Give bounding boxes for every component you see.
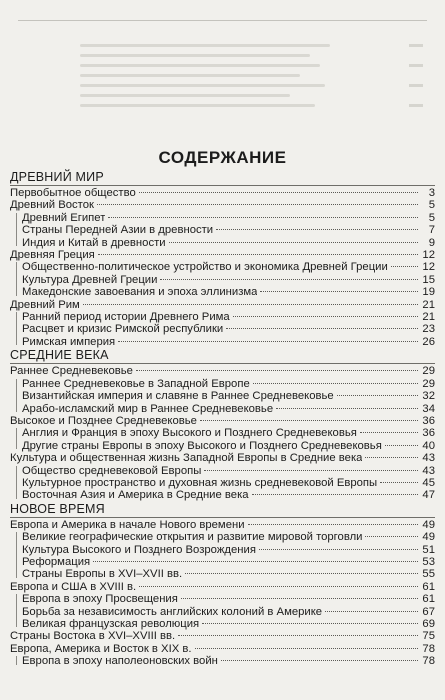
dot-leader <box>108 217 418 218</box>
subchapter-group <box>10 261 435 298</box>
dot-leader <box>200 420 418 421</box>
entry-label: Ранний период истории Древнего Рима <box>22 311 230 324</box>
entry-label: Великая французская революция <box>22 618 200 630</box>
section-heading: СРЕДНИЕ ВЕКА <box>10 348 109 363</box>
dot-leader <box>221 660 418 661</box>
toc-subchapter-entry[interactable] <box>10 311 435 323</box>
toc-subchapter-entry[interactable] <box>10 593 435 605</box>
entry-label: Европа, Америка и Восток в XIX в. <box>10 642 192 655</box>
page-number: 43 <box>422 464 435 477</box>
previous-page-bleed-through <box>0 0 445 120</box>
dot-leader <box>185 573 418 574</box>
entry-label: Страны Европы в XVI–XVII вв. <box>22 568 183 581</box>
page-number: 34 <box>422 402 435 415</box>
dot-leader <box>233 316 418 317</box>
dot-leader <box>248 524 418 525</box>
entry-label: Македонские завоевания и эпоха эллинизма <box>22 286 258 299</box>
toc-chapter-entry[interactable] <box>10 643 435 655</box>
toc-subchapter-entry[interactable] <box>10 531 435 543</box>
ghost-text-line <box>80 74 300 77</box>
dot-leader <box>160 279 418 280</box>
toc-chapter-entry[interactable] <box>10 452 435 464</box>
entry-label: Арабо-исламский мир в Раннее Средневековье <box>22 402 274 415</box>
page-number: 29 <box>422 365 435 378</box>
subchapter-group <box>10 212 435 249</box>
dot-leader <box>337 395 418 396</box>
entry-label: Римская империя <box>22 335 116 348</box>
entry-label: Восточная Азия и Америка в Средние века <box>22 489 249 502</box>
dot-leader <box>253 383 418 384</box>
toc-chapter-entry[interactable] <box>10 187 435 199</box>
entry-label: Раннее Средневековье <box>10 365 133 378</box>
toc-chapter-entry[interactable] <box>10 519 435 531</box>
page-number: 21 <box>422 311 435 324</box>
dot-leader <box>252 494 418 495</box>
page-number: 61 <box>422 580 435 593</box>
page-number: 29 <box>422 377 435 390</box>
section-rule <box>10 517 435 518</box>
toc-subchapter-entry[interactable] <box>10 606 435 618</box>
entry-label: Древний Рим <box>10 298 80 311</box>
entry-label: Культура Высокого и Позднего Возрождения <box>22 543 256 556</box>
dot-leader <box>93 561 418 562</box>
page-number: 61 <box>422 593 435 606</box>
page-number: 49 <box>422 518 435 531</box>
toc-chapter-entry[interactable] <box>10 249 435 261</box>
toc-subchapter-entry[interactable] <box>10 477 435 489</box>
toc-chapter-entry[interactable] <box>10 415 435 427</box>
page-number: 3 <box>428 187 435 199</box>
entry-label: Общественно-политическое устройство и экономика Древней Греции <box>22 261 388 274</box>
page-number: 19 <box>422 286 435 299</box>
toc-subchapter-entry[interactable] <box>10 489 435 501</box>
page-number: 21 <box>422 298 435 311</box>
toc-chapter-entry[interactable] <box>10 299 435 311</box>
page-number: 55 <box>422 568 435 581</box>
subchapter-group <box>10 311 435 348</box>
toc-subchapter-entry[interactable] <box>10 440 435 452</box>
page-number: 78 <box>422 642 435 655</box>
dot-leader <box>139 192 418 193</box>
entry-label: Индия и Китай в древности <box>22 236 166 249</box>
entry-label: Общество средневековой Европы <box>22 464 202 477</box>
ghost-page-number <box>409 84 423 87</box>
ghost-page-number <box>409 64 423 67</box>
entry-label: Великие географические открытия и развитие мировой торговли <box>22 531 363 544</box>
page-number: 75 <box>422 630 435 643</box>
toc-chapter-entry[interactable] <box>10 365 435 377</box>
entry-label: Англия и Франция в эпоху Высокого и Позднего Средневековья <box>22 427 357 440</box>
section-rule <box>10 363 435 364</box>
subchapter-group <box>10 427 435 452</box>
ghost-page-number <box>409 44 423 47</box>
toc-section <box>10 348 435 501</box>
dot-leader <box>204 470 418 471</box>
page-number: 45 <box>422 476 435 489</box>
entry-label: Европа и США в XVIII в. <box>10 580 137 593</box>
page-number: 51 <box>422 543 435 556</box>
entry-label: Европа в эпоху наполеоновских войн <box>22 655 218 668</box>
dot-leader <box>139 586 418 587</box>
entry-label: Культура и общественная жизнь Западной Европы в Средние века <box>10 452 363 465</box>
dot-leader <box>365 536 418 537</box>
dot-leader <box>98 254 418 255</box>
toc-subchapter-entry[interactable] <box>10 286 435 298</box>
toc-subchapter-entry[interactable] <box>10 274 435 286</box>
toc-subchapter-entry[interactable] <box>10 336 435 348</box>
page-number: 15 <box>422 273 435 286</box>
page-title: СОДЕРЖАНИЕ <box>158 148 287 167</box>
page-number: 23 <box>422 323 435 336</box>
page-number: 53 <box>422 555 435 568</box>
toc-subchapter-entry[interactable] <box>10 403 435 415</box>
page-number: 40 <box>422 439 435 452</box>
entry-label: Европа в эпоху Просвещения <box>22 593 178 606</box>
dot-leader <box>276 408 418 409</box>
dot-leader <box>260 291 418 292</box>
entry-label: Страны Востока в XVI–XVIII вв. <box>10 630 176 643</box>
entry-label: Европа и Америка в начале Нового времени <box>10 518 245 531</box>
dot-leader <box>325 611 418 612</box>
dot-leader <box>178 635 418 636</box>
toc-subchapter-entry[interactable] <box>10 212 435 224</box>
dot-leader <box>97 204 418 205</box>
page-number: 5 <box>428 211 435 224</box>
entry-label: Византийская империя и славяне в Раннее Средневековье <box>22 390 334 403</box>
dot-leader <box>391 266 418 267</box>
page-number: 12 <box>422 261 435 274</box>
dot-leader <box>181 598 418 599</box>
dot-leader <box>202 623 418 624</box>
toc-subchapter-entry[interactable] <box>10 568 435 580</box>
toc-section <box>10 170 435 348</box>
page-number: 9 <box>428 236 435 249</box>
dot-leader <box>226 328 418 329</box>
section-heading: ДРЕВНИЙ МИР <box>10 170 104 184</box>
entry-label: Расцвет и кризис Римской республики <box>22 323 224 336</box>
dot-leader <box>118 341 418 342</box>
entry-label: Раннее Средневековье в Западной Европе <box>22 377 250 390</box>
toc-subchapter-entry[interactable] <box>10 237 435 249</box>
subchapter-group <box>10 378 435 415</box>
subchapter-group <box>10 593 435 630</box>
subchapter-group <box>10 531 435 581</box>
section-heading: НОВОЕ ВРЕМЯ <box>10 501 105 516</box>
toc-subchapter-entry[interactable] <box>10 224 435 236</box>
toc-section <box>10 502 435 668</box>
entry-label: Борьба за независимость английских колоний в Америке <box>22 605 323 618</box>
page-number: 47 <box>422 489 435 502</box>
dot-leader <box>169 242 418 243</box>
toc-subchapter-entry[interactable] <box>10 655 435 667</box>
entry-label: Реформация <box>22 555 91 568</box>
page-number: 7 <box>428 224 435 237</box>
ghost-text-line <box>80 64 320 67</box>
toc-subchapter-entry[interactable] <box>10 390 435 402</box>
page-number: 69 <box>422 618 435 630</box>
page-number: 32 <box>422 390 435 403</box>
ghost-text-line <box>80 84 325 87</box>
page-number: 26 <box>422 335 435 348</box>
page-number: 49 <box>422 531 435 544</box>
page-number: 12 <box>422 249 435 262</box>
dot-leader <box>385 445 418 446</box>
page-number: 78 <box>422 655 435 668</box>
entry-label: Первобытное общество <box>10 187 136 199</box>
toc-subchapter-entry[interactable] <box>10 556 435 568</box>
ghost-text-line <box>80 44 330 47</box>
ghost-text-line <box>80 94 290 97</box>
toc-subchapter-entry[interactable] <box>10 378 435 390</box>
ghost-text-line <box>80 104 315 107</box>
dot-leader <box>195 648 418 649</box>
toc-subchapter-entry[interactable] <box>10 323 435 335</box>
entry-label: Страны Передней Азии в древности <box>22 224 214 237</box>
dot-leader <box>136 370 418 371</box>
dot-leader <box>259 549 418 550</box>
ghost-page-number <box>409 104 423 107</box>
dot-leader <box>380 482 418 483</box>
entry-label: Древний Восток <box>10 199 94 212</box>
dot-leader <box>365 457 418 458</box>
page-number: 36 <box>422 427 435 440</box>
entry-label: Культура Древней Греции <box>22 273 158 286</box>
entry-label: Культурное пространство и духовная жизнь средневековой Европы <box>22 476 378 489</box>
toc-subchapter-entry[interactable] <box>10 544 435 556</box>
entry-label: Древний Египет <box>22 211 106 224</box>
page-number: 67 <box>422 605 435 618</box>
toc-chapter-entry[interactable] <box>10 581 435 593</box>
dot-leader <box>216 229 418 230</box>
toc-subchapter-entry[interactable] <box>10 465 435 477</box>
running-head-rule <box>18 20 427 21</box>
page-number: 36 <box>422 414 435 427</box>
section-rule <box>10 185 435 186</box>
toc-subchapter-entry[interactable] <box>10 427 435 439</box>
ghost-text-line <box>80 54 310 57</box>
page-number: 5 <box>428 199 435 212</box>
dot-leader <box>83 304 418 305</box>
page-number: 43 <box>422 452 435 465</box>
toc-subchapter-entry[interactable] <box>10 261 435 273</box>
entry-label: Другие страны Европы в эпоху Высокого и Позднего Средневековья <box>22 439 382 452</box>
dot-leader <box>360 432 418 433</box>
entry-label: Высокое и Позднее Средневековье <box>10 414 197 427</box>
entry-label: Древняя Греция <box>10 249 95 262</box>
subchapter-group <box>10 655 435 667</box>
toc-chapter-entry[interactable] <box>10 199 435 211</box>
toc-chapter-entry[interactable] <box>10 630 435 642</box>
toc-subchapter-entry[interactable] <box>10 618 435 630</box>
table-of-contents <box>10 170 435 668</box>
subchapter-group <box>10 465 435 502</box>
